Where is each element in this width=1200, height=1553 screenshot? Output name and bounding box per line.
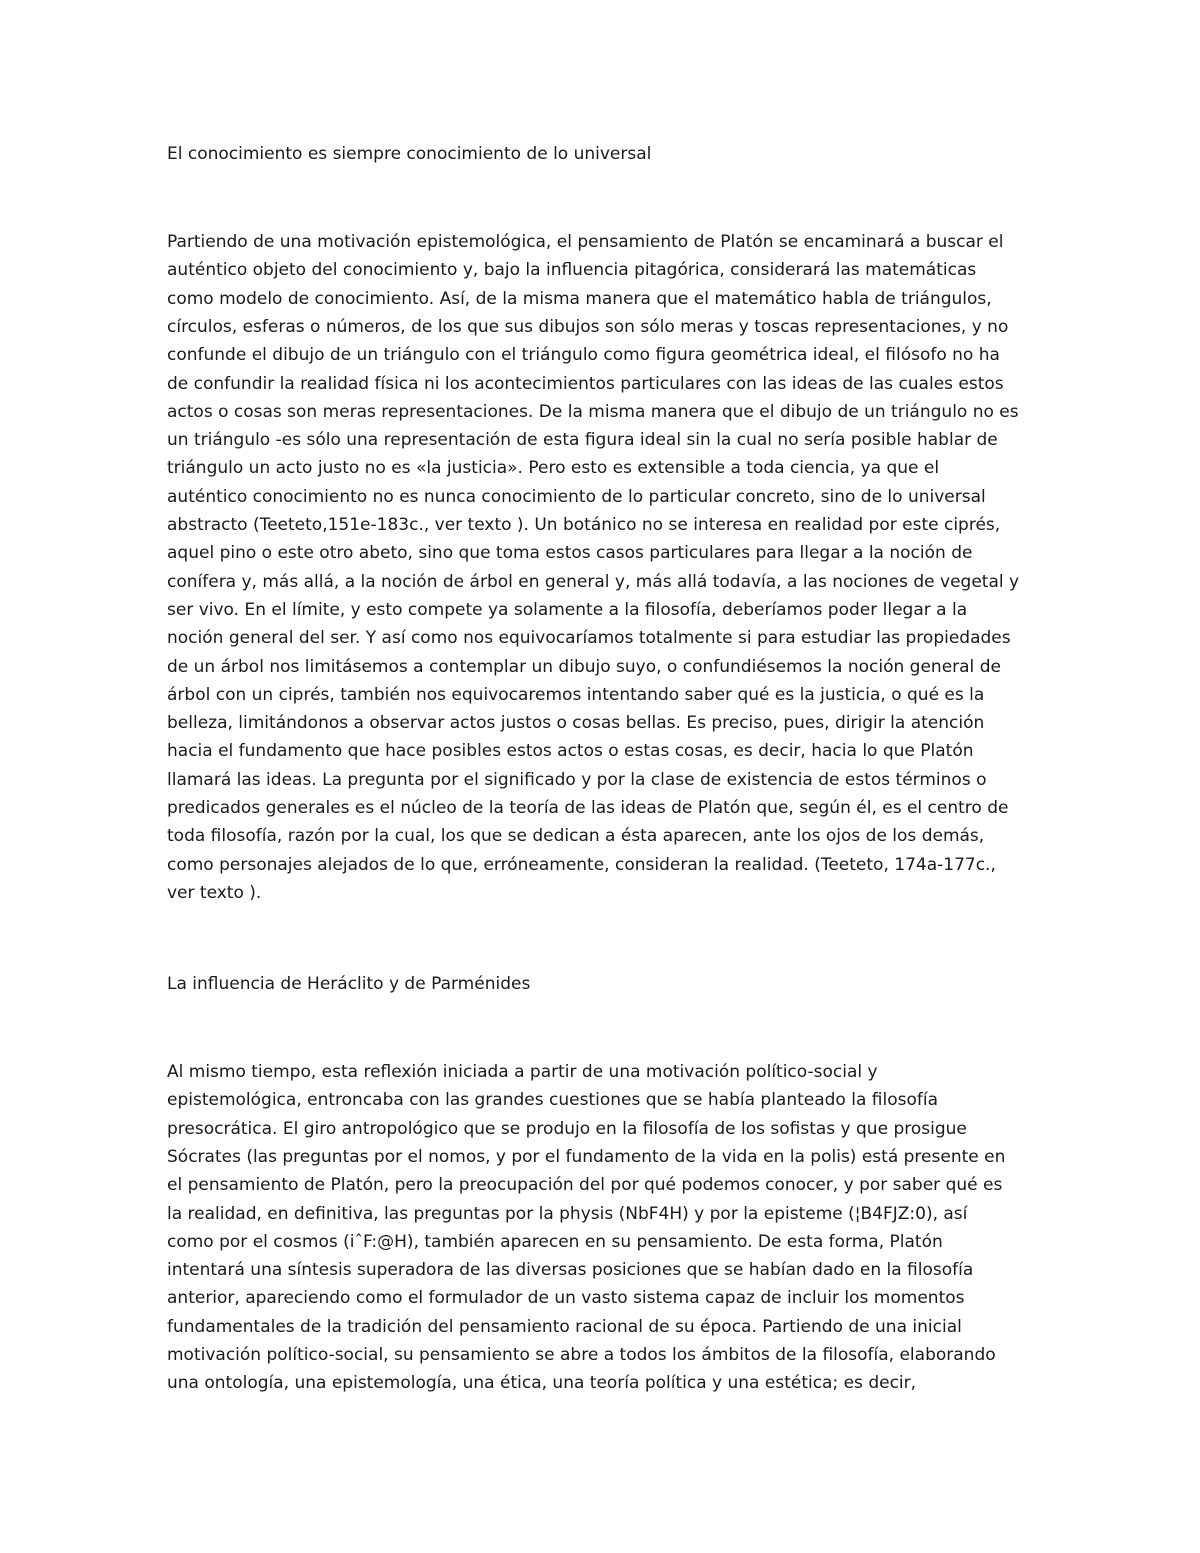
text-line: presocrática. El giro antropológico que se produjo en la filosofía de los sofistas y que prosigue [167, 1118, 967, 1139]
text-line: auténtico conocimiento no es nunca conocimiento de lo particular concreto, sino de lo universal [167, 486, 986, 507]
text-line: el pensamiento de Platón, pero la preocupación del por qué podemos conocer, y por saber qué es [167, 1175, 1003, 1196]
text-line: confunde el dibujo de un triángulo con el triángulo como figura geométrica ideal, el filósofo no ha [167, 345, 1000, 366]
text-line: epistemológica, entroncaba con las grandes cuestiones que se había planteado la filosofía [167, 1090, 939, 1111]
text-line: triángulo un acto justo no es «la justicia». Pero esto es extensible a toda ciencia, ya que el [167, 458, 940, 479]
text-line: como modelo de conocimiento. Así, de la misma manera que el matemático habla de triángulos, [167, 288, 992, 309]
section-heading-heraclito-parmenides: La influencia de Heráclito y de Parménides [167, 974, 531, 994]
text-line: de un árbol nos limitásemos a contemplar un dibujo suyo, o confundiésemos la noción general de [167, 656, 1001, 677]
text-line: ver texto ). [167, 882, 262, 903]
text-line: de confundir la realidad física ni los acontecimientos particulares con las ideas de las cuales estos [167, 373, 1004, 394]
text-line: abstracto (Teeteto,151e-183c., ver texto ). Un botánico no se interesa en realidad por este ciprés, [167, 515, 1001, 535]
section-heading-conocimiento: El conocimiento es siempre conocimiento de lo universal [167, 144, 652, 164]
text-line: auténtico objeto del conocimiento y, bajo la influencia pitagórica, considerará las matemáticas [167, 260, 977, 281]
text-line: llamará las ideas. La pregunta por el significado y por la clase de existencia de estos términos o [167, 769, 987, 790]
text-line: predicados generales es el núcleo de la teoría de las ideas de Platón que, según él, es el centro de [167, 798, 1009, 818]
text-line: fundamentales de la tradición del pensamiento racional de su época. Partiendo de una inicial [167, 1316, 962, 1337]
text-line: intentará una síntesis superadora de las diversas posiciones que se habían dado en la filosofía [167, 1260, 974, 1281]
text-line: la realidad, en definitiva, las preguntas por la physis (NbF4H) y por la episteme (¦B4FJZ:0), así [167, 1203, 968, 1224]
text-line: una ontología, una epistemología, una ética, una teoría política y una estética; es decir, [167, 1373, 917, 1394]
text-line: belleza, limitándonos a observar actos justos o cosas bellas. Es preciso, pues, dirigir la atención [167, 713, 985, 734]
text-line: hacia el fundamento que hace posibles estos actos o estas cosas, es decir, hacia lo que Platón [167, 741, 974, 762]
text-line: un triángulo -es sólo una representación de esta figura ideal sin la cual no sería posible hablar de [167, 430, 998, 451]
text-line: toda filosofía, razón por la cual, los que se dedican a ésta aparecen, ante los ojos de los demás, [167, 826, 985, 847]
text-line: como por el cosmos (iˆF:@H), también aparecen en su pensamiento. De esta forma, Platón [167, 1231, 943, 1252]
text-line: Sócrates (las preguntas por el nomos, y por el fundamento de la vida en la polis) está presente en [167, 1146, 1006, 1167]
text-line: círculos, esferas o números, de los que sus dibujos son sólo meras y toscas representaciones, y no [167, 316, 1009, 337]
text-line: Al mismo tiempo, esta reflexión iniciada a partir de una motivación político-social y [167, 1062, 878, 1082]
text-line: motivación político-social, su pensamiento se abre a todos los ámbitos de la filosofía, elaborando [167, 1345, 996, 1365]
text-line: Partiendo de una motivación epistemológica, el pensamiento de Platón se encaminará a buscar el [167, 232, 1004, 252]
text-line: conífera y, más allá, a la noción de árbol en general y, más allá todavía, a las nociones de vegetal y [167, 571, 1020, 592]
text-line: como personajes alejados de lo que, erróneamente, consideran la realidad. (Teeteto, 174a-177c., [167, 854, 996, 875]
text-line: aquel pino o este otro abeto, sino que toma estos casos particulares para llegar a la noción de [167, 543, 973, 564]
text-line: noción general del ser. Y así como nos equivocaríamos totalmente si para estudiar las propiedades [167, 628, 1011, 649]
text-line: actos o cosas son meras representaciones. De la misma manera que el dibujo de un triángulo no es [167, 401, 1019, 422]
text-line: ser vivo. En el límite, y esto compete ya solamente a la filosofía, deberíamos poder llegar a la [167, 599, 968, 620]
text-line: árbol con un ciprés, también nos equivocaremos intentando saber qué es la justicia, o qué es la [167, 684, 985, 705]
text-line: anterior, apareciendo como el formulador de un vasto sistema capaz de incluir los momentos [167, 1288, 965, 1309]
